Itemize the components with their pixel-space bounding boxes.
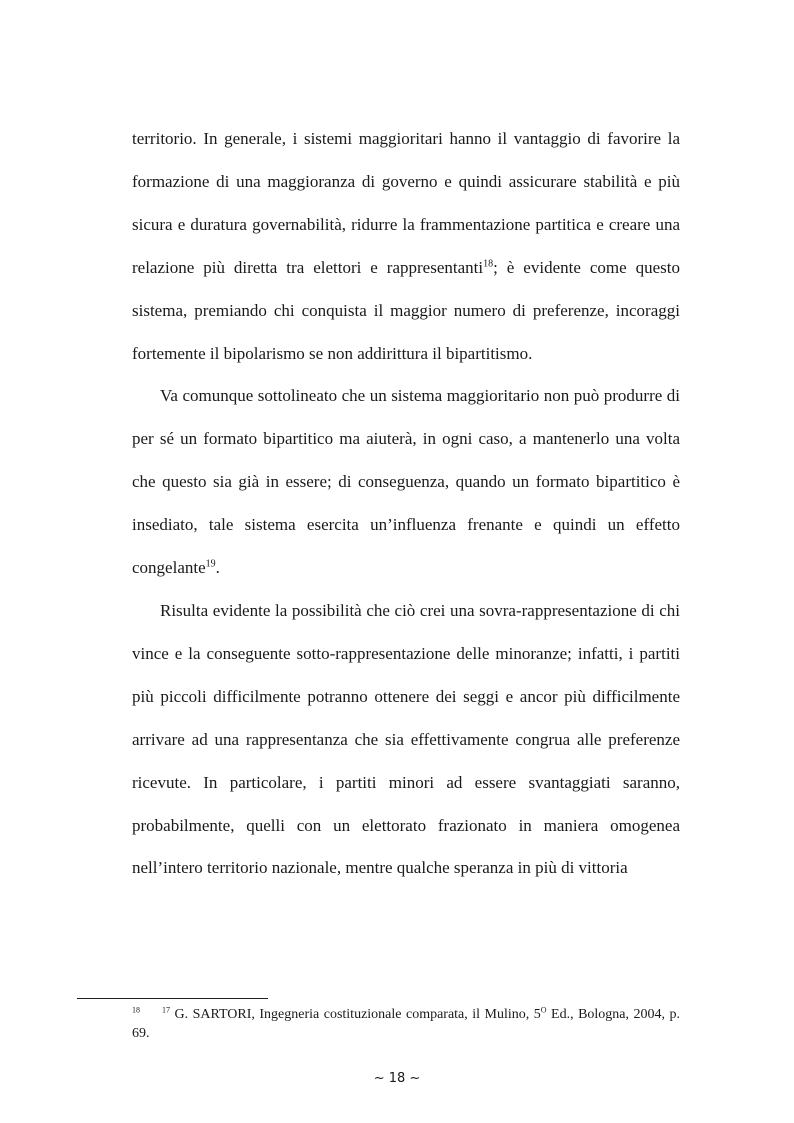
paragraph-1-text-b: ; è evidente come questo sistema, premiando chi conquista il maggior numero di preferenze, incoraggi fortemente il bipolarismo se non addirittura il bipartitismo.	[132, 257, 680, 363]
footnote-text-b: Ed., Bologna, 2004, p. 69.	[132, 1007, 681, 1041]
paragraph-1	[132, 118, 680, 375]
footnote-separator	[77, 998, 268, 999]
main-text	[132, 118, 680, 890]
footnote-18	[132, 1005, 680, 1043]
paragraph-2-text-a: Va comunque sottolineato che un sistema maggioritario non può produrre di per sé un formato bipartitico ma aiuterà, in ogni caso, a mantenerlo una volta che questo sia già in essere; di conseguenza, quando un formato bipartitico è insediato, tale sistema esercita un’influenza frenante e quindi un effetto congelante	[132, 386, 680, 578]
footnote-text-a: G. SARTORI, Ingegneria costituzionale comparata, il Mulino, 5	[170, 1007, 541, 1022]
footnote-number: 18	[132, 1005, 140, 1015]
footnote-ordinal: O	[540, 1005, 547, 1015]
page-number: ~ 18 ~	[373, 1071, 421, 1086]
footnote-ref-18[interactable]: 18	[483, 258, 494, 270]
paragraph-2	[132, 375, 680, 590]
paragraph-3: Risulta evidente la possibilità che ciò crei una sovra-rappresentazione di chi vince e la conseguente sotto-rappresentazione delle minoranze; infatti, i partiti più piccoli difficilmente potranno ottenere dei seggi e ancor più difficilmente arrivare ad una rappresentanza che sia effettivamente congrua alle preferenze ricevute. In particolare, i partiti minori ad essere svantaggiati saranno, probabilmente, quelli con un elettorato frazionato in maniera omogenea nell’intero territorio nazionale, mentre qualche speranza in più di vittoria	[132, 600, 680, 878]
footnote-inner-number: 17	[162, 1005, 170, 1015]
paragraph-2-text-b: .	[215, 558, 220, 578]
footnote-ref-19[interactable]: 19	[205, 558, 216, 570]
paragraph-1-text-a: territorio. In generale, i sistemi maggioritari hanno il vantaggio di favorire la formazione di una maggioranza di governo e quindi assicurare stabilità e più sicura e duratura governabilità, ridurre la frammentazione partitica e creare una relazione più diretta tra elettori e rappresentanti	[132, 129, 680, 277]
